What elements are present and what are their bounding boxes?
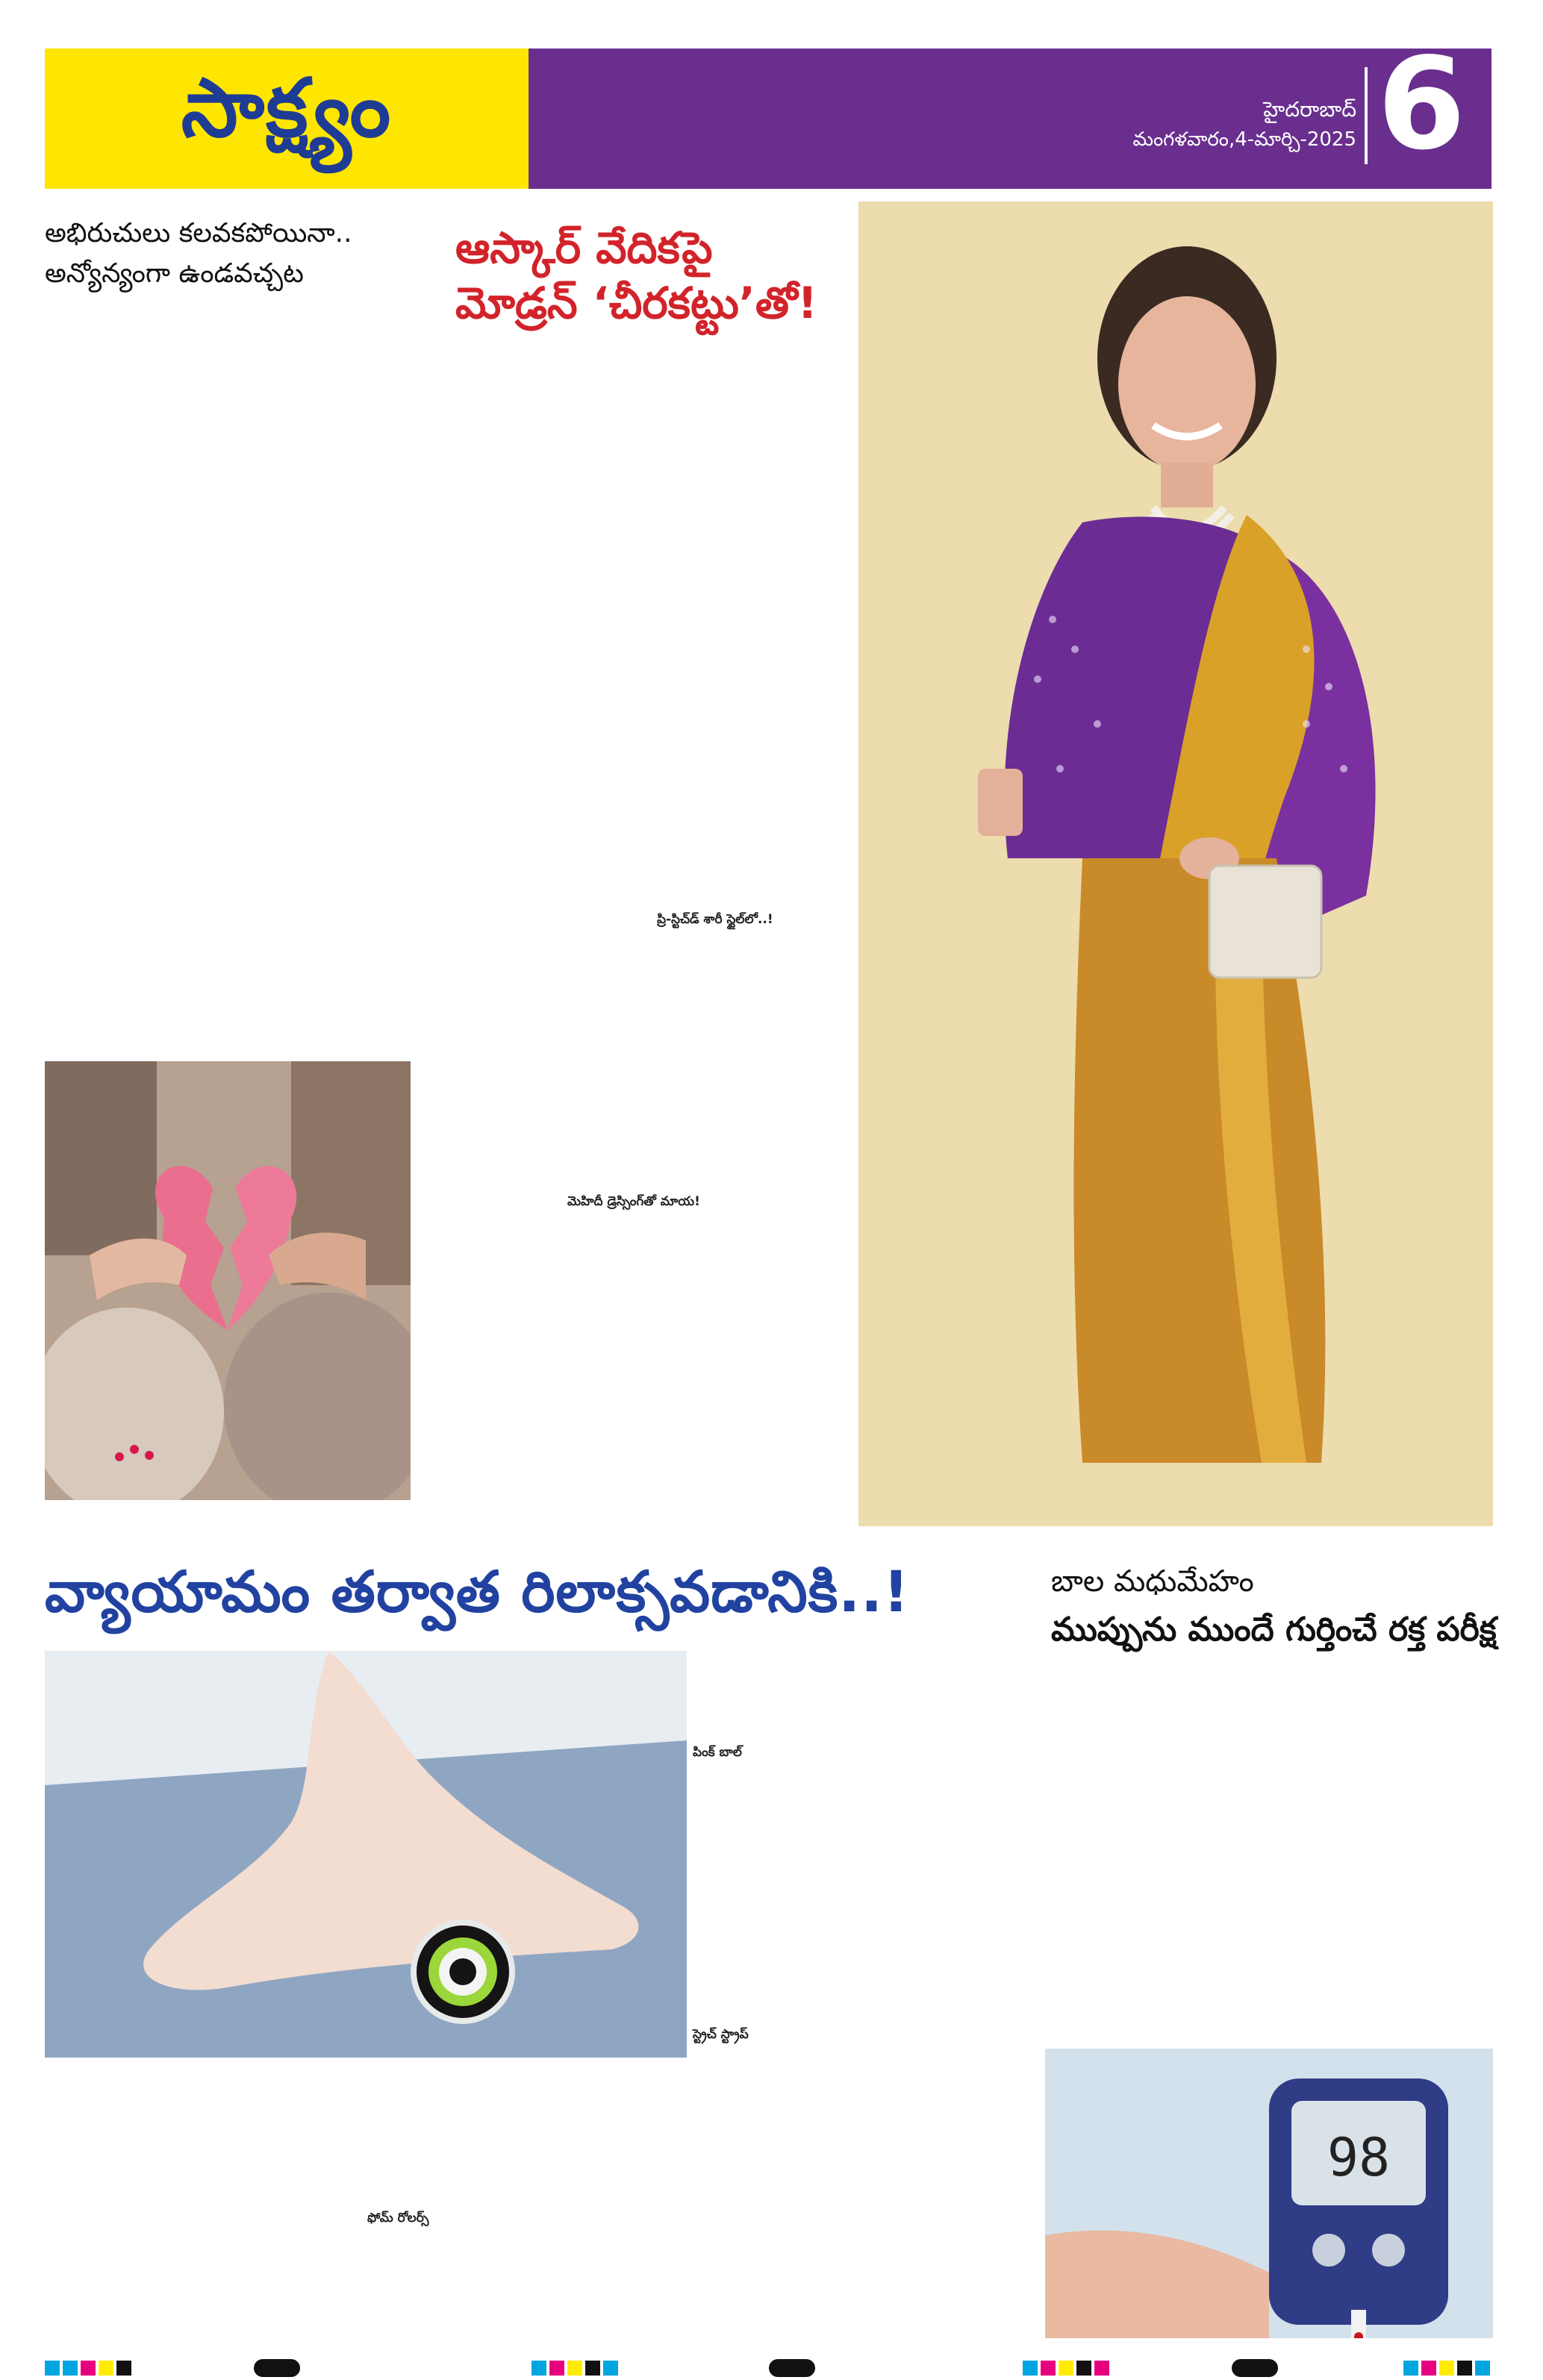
masthead-date: మంగళవారం,4-మార్చి-2025: [1132, 128, 1356, 151]
exercise-headline: వ్యాయామం తర్వాత రిలాక్సవడానికి..!: [45, 1558, 910, 1625]
model-in-saree-illustration: [858, 202, 1493, 1526]
left-article-headline-line1: అభిరుచులు కలవకపోయినా..: [45, 218, 352, 249]
masthead-divider: [1365, 67, 1368, 164]
left-article-body: [45, 304, 411, 1052]
newspaper-logo: సాక్ష్యం: [181, 62, 393, 155]
diabetes-headline-line1: బాల మధుమేహం: [1051, 1564, 1254, 1599]
page-number: 6: [1377, 31, 1466, 178]
print-registration-mark-1: [254, 2359, 300, 2377]
masthead-city: హైదరాబాద్: [1263, 97, 1356, 122]
exercise-col2-body-b: [367, 2231, 681, 2355]
exercise-col3-body: [693, 2049, 1038, 2355]
print-colorbar-3: [1023, 2361, 1109, 2376]
print-colorbar-1: [45, 2361, 131, 2376]
saree-subhead-mehidi: మెహిదీ డ్రెస్సింగ్‌తో మాయ!: [567, 1194, 700, 1209]
exercise-col1-body: [45, 2065, 358, 2355]
foot-on-ball-illustration: [45, 1651, 687, 2058]
exercise-right-body-2: [693, 1763, 1038, 2023]
saree-subhead-prestitched: ప్రి-స్టిచ్‌డ్ శారీ స్టైల్‌లో..!: [657, 912, 773, 927]
saree-article-body-part3: [439, 1215, 902, 1510]
glucometer-reading: 98: [1327, 2127, 1391, 2188]
saree-headline-line2: మోడ్రన్ ‘చీరకట్టు’తో!: [455, 278, 817, 328]
print-colorbar-4: [1403, 2361, 1490, 2376]
print-colorbar-2: [532, 2361, 618, 2376]
print-registration-mark-2: [769, 2359, 815, 2377]
exercise-subhead-stretch-strap: స్ట్రెచ్ స్ట్రాప్: [693, 2027, 749, 2042]
saree-model-photo: [858, 202, 1493, 1526]
saree-headline-line1: ఆస్కార్ వేదికపై: [455, 222, 713, 273]
exercise-subhead-pink-ball: పింక్ బాల్: [693, 1745, 742, 1760]
saree-article-body-part2: [439, 933, 902, 1190]
diabetes-headline-line2: ముప్పును ముందే గుర్తించే రక్త పరీక్ష: [1051, 1611, 1497, 1649]
exercise-col2-body: [367, 2065, 681, 2205]
broken-heart-illustration: [45, 1061, 411, 1500]
broken-heart-photo: [45, 1061, 411, 1500]
foot-massage-ball-photo: [45, 1651, 687, 2058]
left-article-headline-line2: అన్యోన్యంగా ఉండవచ్చట: [45, 258, 304, 289]
exercise-right-body: [693, 1652, 1038, 1740]
glucometer-illustration: [1045, 2049, 1493, 2338]
masthead-logo-box: [45, 49, 529, 189]
glucometer-photo: [1045, 2049, 1493, 2338]
print-registration-mark-3: [1232, 2359, 1278, 2377]
exercise-subhead-foam-rollers: ఫోమ్ రోలర్స్: [367, 2211, 429, 2226]
diabetes-article-body: [1045, 1675, 1493, 2040]
